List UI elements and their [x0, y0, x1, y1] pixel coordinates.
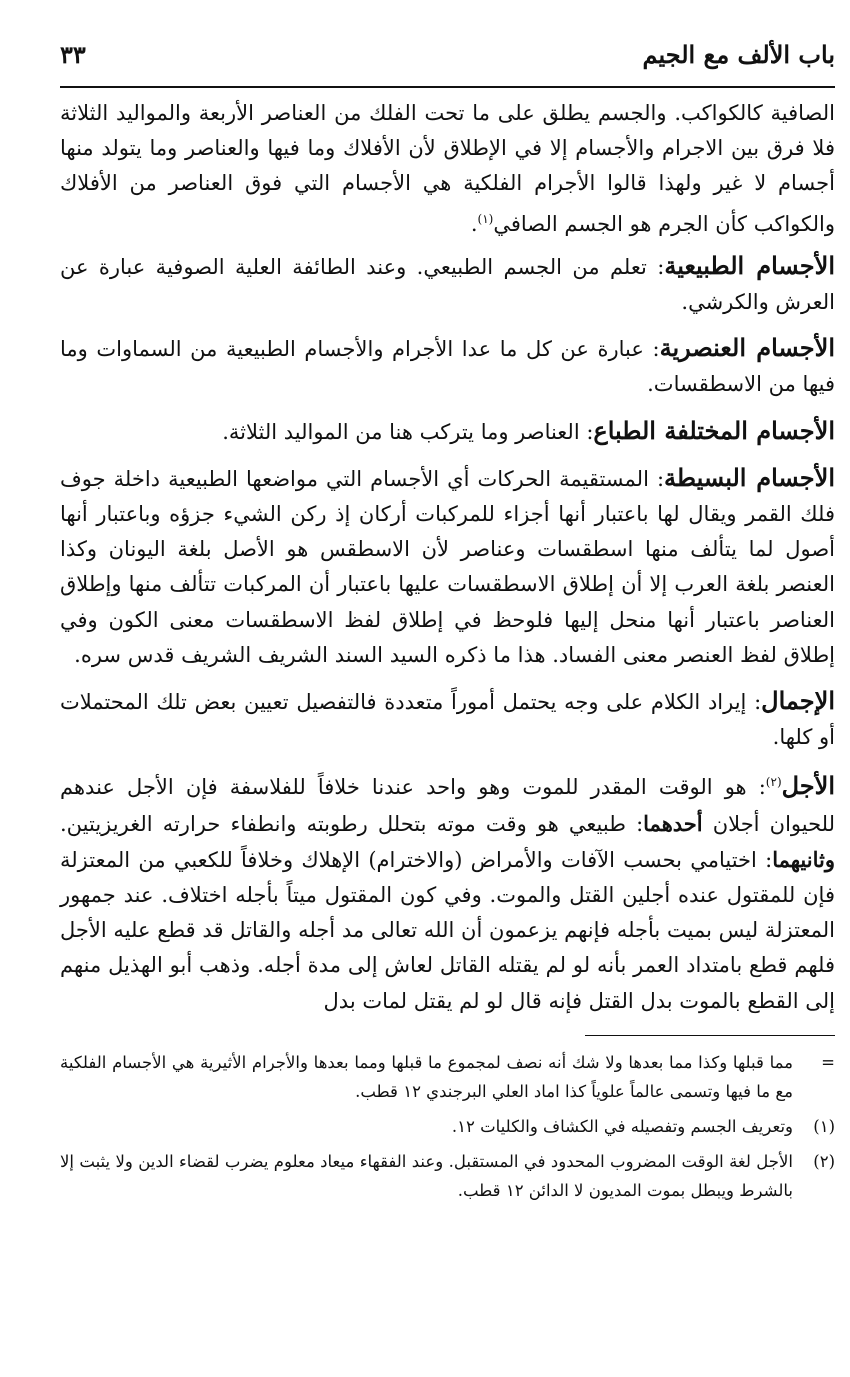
entry-term: الإجمال [761, 686, 835, 716]
header-rule [60, 86, 835, 88]
page-number: ٣٣ [60, 40, 86, 69]
entry-ajal [60, 765, 835, 1018]
chapter-title: باب الألف مع الجيم [642, 40, 835, 69]
footnote-text: مما قبلها وكذا مما بعدها ولا شك أنه نصف لمجموع ما قبلها ومما بعدها والأجرام الأثيرية هي الأجسام الفلكية مع ما فيها وتسمى عالماً علوياً كذا اماد العلي البرجندي ١٢ قطب. [60, 1052, 793, 1101]
entry-text: : اختيامي بحسب الآفات والأمراض (والاخترام) الإهلاك وخلافاً للكعبي من المعتزلة فإن للمقتول عنده أجلين القتل والموت. وفي كون المقتول ميتاً بأجله اختلاف. عند جمهور المعتزلة ليس بميت بأجله فإنهم يزعمون أن الله تعالى مد أجله والقاتل قد قطع عليه الأجل فلهم قطع بامتداد العمر بأنه لو لم يقتله القاتل لعاش إلى مدة أجله. وذهب أبو الهذيل منهم إلى القطع بالموت بدل القتل فإنه قال لو لم يقتل لمات بدل [60, 847, 835, 1013]
entry-simple-bodies [60, 460, 835, 673]
entry-term: الأجسام الطبيعية [664, 250, 835, 280]
entry-text: : العناصر وما يتركب هنا من المواليد الثلاثة. [222, 419, 594, 444]
entry-text: : عبارة عن كل ما عدا الأجرام والأجسام الطبيعية من السماوات وما فيها من الاسطقسات. [60, 337, 835, 397]
footnote-text: الأجل لغة الوقت المضروب المحدود في المستقبل. وعند الفقهاء ميعاد معلوم يضرب لقضاء الدين ولا يثبت إلا بالشرط ويبطل بموت المديون لا الدائن ١٢ قطب. [60, 1151, 793, 1200]
entry-text: : إيراد الكلام على وجه يحتمل أموراً متعددة فالتفصيل تعيين بعض تلك المحتملات أو كلها. [60, 690, 835, 750]
emphasis-first: أحدهما [643, 810, 703, 836]
page-header [60, 40, 835, 86]
entry-term: الأجل [781, 771, 835, 801]
book-page [60, 40, 835, 1211]
paragraph-text: الصافية كالكواكب. والجسم يطلق على ما تحت الفلك من العناصر الأربعة والمواليد الثلاثة فلا فرق بين الاجرام والأجسام إلا في الإطلاق لأن الأفلاك وما فيها والعناصر وما يتولد منها أجسام لا غير ولهذا قالوا الأجرام الفلكية هي الأجسام التي فوق العناصر من الأفلاك والكواكب كأن الجرم هو الجسم الصافي [60, 101, 835, 236]
footnotes [60, 1048, 835, 1205]
footnote-mark: (٢) [813, 1151, 835, 1171]
entry-text: : تعلم من الجسم الطبيعي. وعند الطائفة العلية الصوفية عبارة عن العرش والكرشي. [60, 254, 835, 315]
entry-term: الأجسام البسيطة [664, 462, 835, 492]
entry-text: : طبيعي هو وقت موته بتحلل رطوبته وانطفاء حرارته الغريزيتين. [60, 811, 644, 836]
entry-ijmal [60, 683, 835, 755]
entry-elemental-bodies [60, 330, 835, 402]
entry-text: : هو الوقت المقدر للموت وهو واحد عندنا خلافاً للفلاسفة فإن الأجل عندهم للحيوان أجلان [60, 775, 835, 836]
footnote-continued [60, 1048, 835, 1106]
footnote-ref: (٢) [765, 775, 782, 790]
entry-term: الأجسام العنصرية [659, 333, 835, 363]
footnote-ref: (١) [477, 211, 494, 226]
emphasis-second: وثانيهما [772, 846, 835, 872]
footnote-mark: (١) [813, 1116, 835, 1136]
entry-mixed-bodies [60, 413, 835, 450]
footnote-mark: = [821, 1052, 835, 1072]
footnote-text: وتعريف الجسم وتفصيله في الكشاف والكليات ١٢. [451, 1116, 793, 1136]
entry-text: : المستقيمة الحركات أي الأجسام التي مواضعها الطبيعية داخلة جوف فلك القمر ويقال لها باعتبار أنها أجزاء للمركبات أركان إذ ركن الشيء جزؤه وباعتبار أنها أصول لما يتألف منها اسطقسات وعناصر لأن الاسطقس هو الأصل بلغة اليونان وكذا العنصر بلغة العرب إلا أن إطلاق الاسطقسات عليها باعتبار أن المركبات تتألف منها وإطلاق العناصر باعتبار أنها منحل إليها فلوحظ في إطلاق لفظ الاسطقسات معنى الكون وفي إطلاق لفظ العنصر معنى الفساد. هذا ما ذكره السيد السند الشريف الشريف قدس سره. [60, 466, 835, 667]
entry-term: الأجسام المختلفة الطباع [593, 415, 835, 445]
paragraph-tail: . [470, 211, 478, 236]
footnote-rule [585, 1035, 835, 1036]
footnote-1 [60, 1112, 835, 1141]
footnote-2 [60, 1147, 835, 1205]
entry-natural-bodies [60, 248, 835, 320]
paragraph-intro [60, 96, 835, 242]
main-text [60, 96, 835, 1019]
